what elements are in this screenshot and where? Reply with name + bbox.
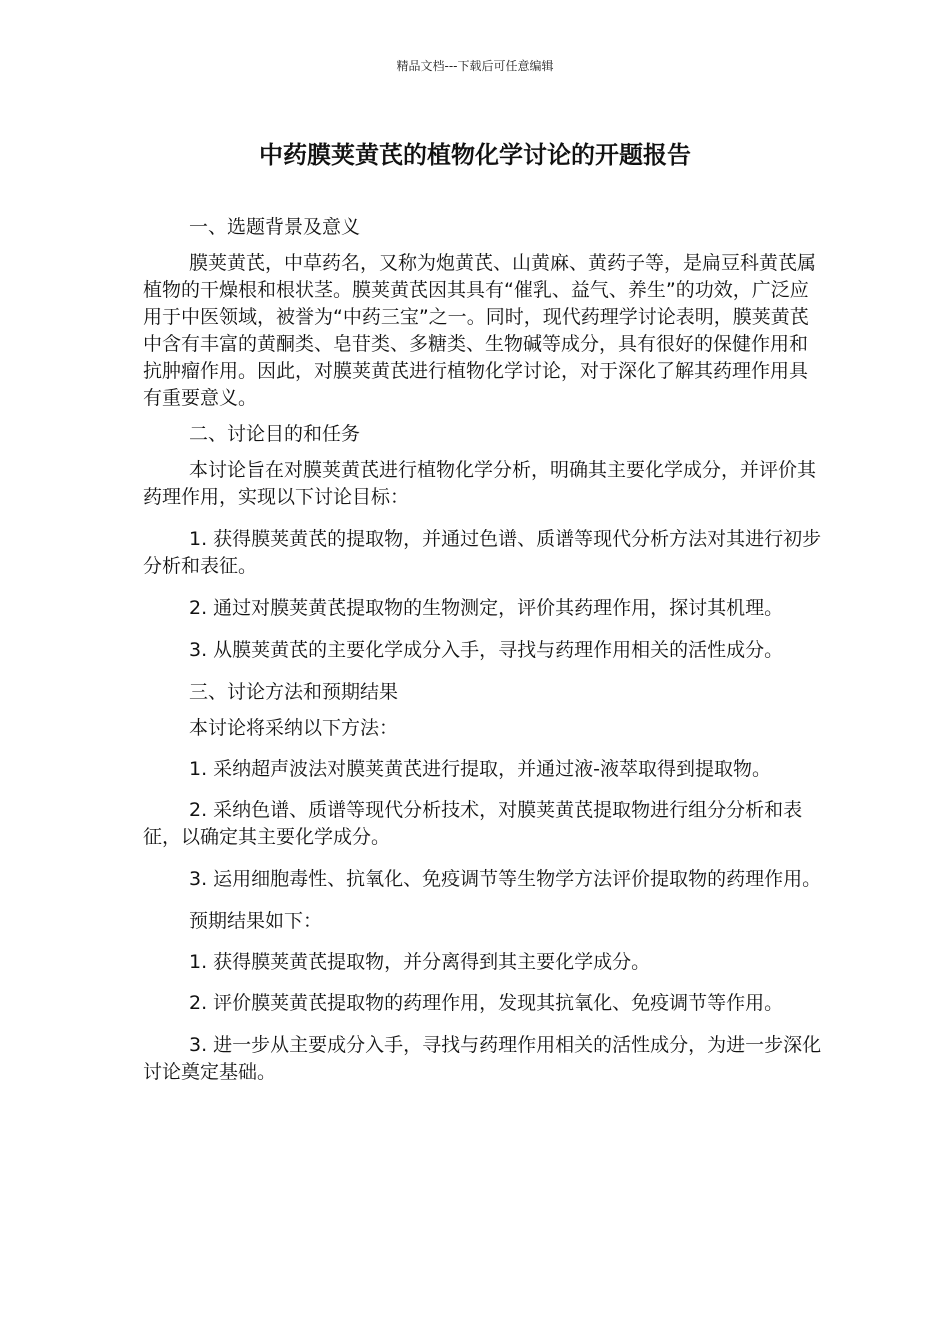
objective-item: 1. 获得膜荚黄芪的提取物，并通过色谱、质谱等现代分析方法对其进行初步分析和表征。 bbox=[143, 528, 822, 577]
objective-item: 2. 通过对膜荚黄芪提取物的生物测定，评价其药理作用，探讨其机理。 bbox=[189, 597, 784, 619]
method-item: 2. 采纳色谱、质谱等现代分析技术，对膜荚黄芪提取物进行组分分析和表征，以确定其主要化学成分。 bbox=[143, 799, 803, 848]
section-heading-objectives: 二、讨论目的和任务 bbox=[189, 423, 361, 445]
page-header: 精品文档---下载后可任意编辑 bbox=[396, 59, 554, 73]
section-heading-methods: 三、讨论方法和预期结果 bbox=[189, 681, 399, 703]
method-item: 3. 运用细胞毒性、抗氧化、免疫调节等生物学方法评价提取物的药理作用。 bbox=[189, 868, 822, 890]
document-body bbox=[143, 214, 823, 1101]
document-title: 中药膜荚黄芪的植物化学讨论的开题报告 bbox=[259, 141, 691, 169]
result-item: 3. 进一步从主要成分入手，寻找与药理作用相关的活性成分，为进一步深化讨论奠定基础。 bbox=[143, 1034, 822, 1083]
section-heading-background: 一、选题背景及意义 bbox=[189, 216, 361, 238]
methods-intro: 本讨论将采纳以下方法： bbox=[189, 717, 399, 739]
result-item: 1. 获得膜荚黄芪提取物，并分离得到其主要化学成分。 bbox=[189, 951, 651, 973]
objectives-intro: 本讨论旨在对膜荚黄芪进行植物化学分析，明确其主要化学成分，并评价其药理作用，实现以下讨论目标： bbox=[143, 459, 817, 508]
background-paragraph: 膜荚黄芪，中草药名，又称为炮黄芪、山黄麻、黄药子等，是扁豆科黄芪属植物的干燥根和根状茎。膜荚黄芪因其具有“催乳、益气、养生”的功效，广泛应用于中医领域，被誉为“中药三宝”之一。同时，现代药理学讨论表明，膜荚黄芪中含有丰富的黄酮类、皂苷类、多糖类、生物碱等成分，具有很好的保健作用和抗肿瘤作用。因此，对膜荚黄芪进行植物化学讨论，对于深化了解其药理作用具有重要意义。 bbox=[143, 252, 817, 409]
results-intro: 预期结果如下： bbox=[189, 910, 323, 932]
method-item: 1. 采纳超声波法对膜荚黄芪进行提取，并通过液-液萃取得到提取物。 bbox=[189, 758, 772, 780]
result-item: 2. 评价膜荚黄芪提取物的药理作用，发现其抗氧化、免疫调节等作用。 bbox=[189, 992, 784, 1014]
objective-item: 3. 从膜荚黄芪的主要化学成分入手，寻找与药理作用相关的活性成分。 bbox=[189, 639, 784, 661]
